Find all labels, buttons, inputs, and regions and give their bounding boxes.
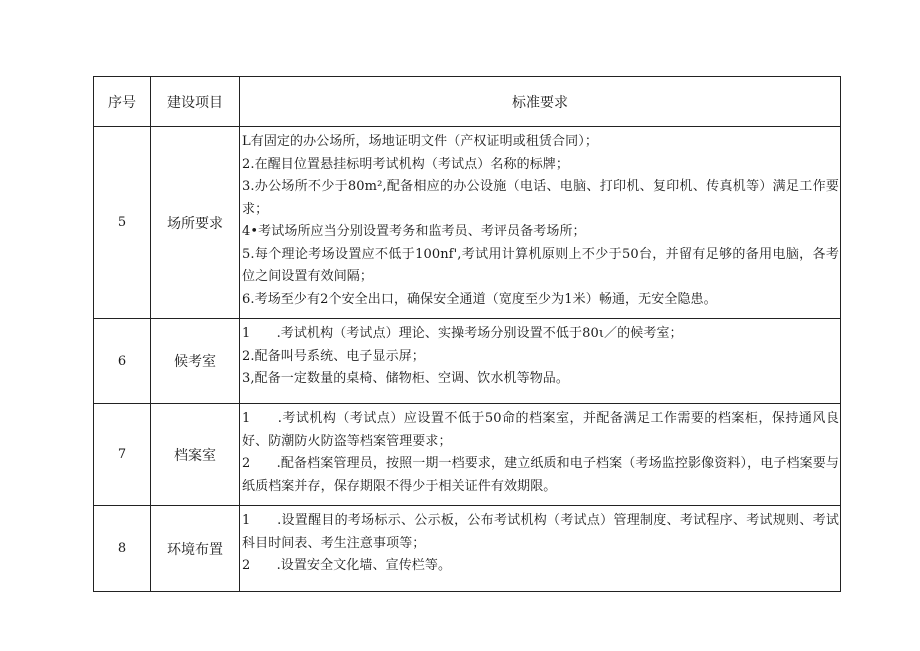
requirement-line: 2 .设置安全文化墙、宣传栏等。: [242, 558, 452, 573]
row-number: 8: [94, 506, 151, 592]
row-number: 7: [94, 404, 151, 506]
requirement-line: 3.办公场所不少于80m²,配备相应的办公设施（电话、电脑、打印机、复印机、传真机等）满足工作要求；: [242, 179, 839, 217]
requirement-line: L有固定的办公场所，场地证明文件（产权证明或租赁合同）；: [242, 134, 598, 149]
row-number: 5: [94, 127, 151, 319]
requirement-line: 1 .考试机构（考试点）应设置不低于50命的档案室，并配备满足工作需要的档案柜，保持通风良好、防潮防火防盗等档案管理要求；: [242, 411, 839, 449]
requirement-line: 1 .设置醒目的考场标示、公示板，公布考试机构（考试点）管理制度、考试程序、考试规则、考试科目时间表、考生注意事项等；: [242, 513, 839, 551]
requirement-line: 6.考场至少有2个安全出口，确保安全通道（宽度至少为1米）畅通，无安全隐患。: [242, 291, 717, 307]
requirement-line: 2.在醒目位置悬挂标明考试机构（考试点）名称的标牌；: [242, 156, 570, 172]
table-row: [94, 319, 841, 404]
table-row: [94, 404, 841, 506]
row-item: 场所要求: [151, 127, 240, 319]
header-item: 建设项目: [151, 77, 240, 127]
row-item: 候考室: [151, 319, 240, 404]
header-number: 序号: [94, 77, 151, 127]
row-requirements: [240, 404, 841, 506]
row-requirements: [240, 506, 841, 592]
requirement-line: 1 .考试机构（考试点）理论、实操考场分别设置不低于80ι／的候考室；: [242, 326, 683, 341]
row-item: 环境布置: [151, 506, 240, 592]
header-requirements: 标准要求: [240, 77, 841, 127]
requirement-line: 4•考试场所应当分别设置考务和监考员、考评员备考场所；: [242, 224, 586, 239]
requirement-line: 3,配备一定数量的桌椅、储物柜、空调、饮水机等物品。: [242, 371, 570, 386]
table-row: [94, 506, 841, 592]
requirement-line: 2 .配备档案管理员，按照一期一档要求，建立纸质和电子档案（考场监控影像资料），电子档案要与纸质档案并存，保存期限不得少于相关证件有效期限。: [242, 456, 839, 494]
row-requirements: [240, 127, 841, 319]
standards-table: [93, 76, 841, 592]
requirement-line: 5.每个理论考场设置应不低于100nf',考试用计算机原则上不少于50台，并留有足够的备用电脑，各考位之间设置有效间隔；: [242, 246, 839, 284]
row-number: 6: [94, 319, 151, 404]
header-row: [94, 77, 841, 127]
table-row: [94, 127, 841, 319]
row-item: 档案室: [151, 404, 240, 506]
requirement-line: 2.配备叫号系统、电子显示屏；: [242, 348, 425, 364]
row-requirements: [240, 319, 841, 404]
